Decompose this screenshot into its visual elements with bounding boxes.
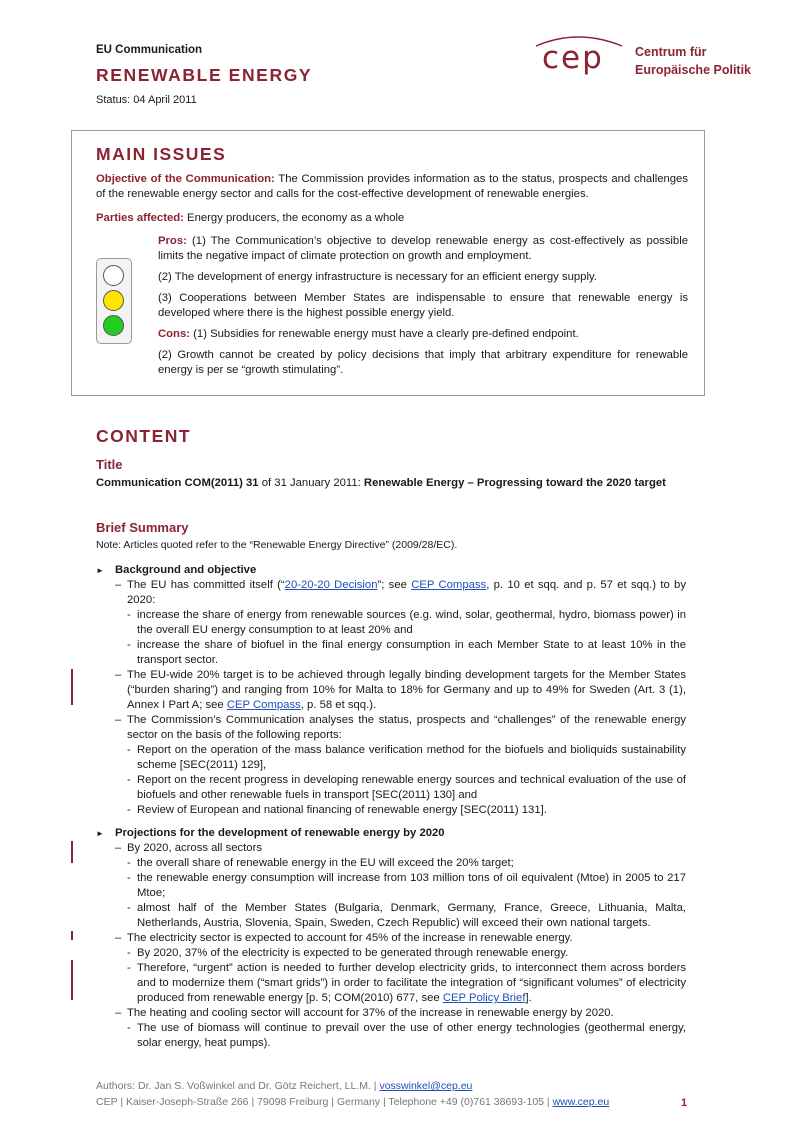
list-item: - almost half of the Member States (Bulgaria, Denmark, Germany, France, Greece, Lithuania, Malta, Netherlands, Austria, Slovenia, Spain, Sweden, Czech Republic) will exceed their own national targets. xyxy=(127,902,686,930)
website-link[interactable]: www.cep.eu xyxy=(552,1096,610,1108)
list-item: - Review of European and national financing of renewable energy [SEC(2011) 131]. xyxy=(127,804,547,817)
footer-address: CEP | Kaiser-Joseph-Straße 266 | 79098 Freiburg | Germany | Telephone +49 (0)761 38693-105 | www.cep.eu xyxy=(96,1096,610,1108)
list-item: – The heating and cooling sector will account for 37% of the increase in renewable energy by 2020. xyxy=(115,1007,614,1020)
document-title: RENEWABLE ENERGY xyxy=(96,65,313,85)
traffic-light-white-lamp xyxy=(103,265,124,286)
document-kicker: EU Communication xyxy=(96,44,203,56)
logo-name-line2: Europäische Politik xyxy=(635,63,752,77)
list-item: - Report on the operation of the mass balance verification method for the biofuels and bioliquids sustainability scheme [SEC(2011) 129], xyxy=(127,744,686,772)
list-item: - Report on the recent progress in developing renewable energy sources and technical evaluation of the use of biofuels and other renewable fuels in transport [SEC(2011) 130] and xyxy=(127,774,686,802)
section-projections xyxy=(96,826,686,1051)
main-issues-box xyxy=(71,130,705,396)
logo-name-line1: Centrum für xyxy=(635,45,707,59)
brief-summary xyxy=(96,563,686,1057)
list-item: – The electricity sector is expected to account for 45% of the increase in renewable energy. xyxy=(115,932,573,945)
pros-item-1: Pros: (1) The Communication’s objective to develop renewable energy as cost-effectively as possible limits the negative impact of climate protection on growth and employment. xyxy=(158,235,688,263)
author-email-link[interactable]: vosswinkel@cep.eu xyxy=(379,1080,473,1092)
cons-item-2: (2) Growth cannot be created by policy decisions that imply that arbitrary expenditure for renewable energy is per se “growth stimulating”. xyxy=(158,349,688,377)
list-item: - the renewable energy consumption will increase from 103 million tons of oil equivalent (Mtoe) in 2005 to 217 Mtoe; xyxy=(127,872,686,900)
list-item: - The use of biomass will continue to prevail over the use of other energy technologies (geothermal energy, solar energy, heat pumps). xyxy=(127,1022,686,1050)
traffic-light-green-lamp xyxy=(103,315,124,336)
logo-wordmark: cep xyxy=(542,40,604,76)
link-20-20-20-decision[interactable]: 20-20-20 Decision xyxy=(284,579,378,592)
pros-cons xyxy=(158,234,688,384)
parties-label: Parties affected: xyxy=(96,212,184,224)
page-number: 1 xyxy=(681,1097,688,1109)
change-bar xyxy=(71,960,73,1000)
list-item: - Therefore, “urgent” action is needed to further develop electricity grids, to interconnect them across borders and to modernize them (“smart grids”) in order to facilitate the integration of “significant volumes” of electricity produced from renewable energy [p. 5; COM(2010) 677, see CEP Policy Brief]. xyxy=(127,962,686,1005)
section-heading: ► Background and objective xyxy=(96,563,686,578)
traffic-light-icon xyxy=(96,258,132,344)
list-item: - increase the share of biofuel in the final energy consumption in each Member State to at least 10% in the transport sector. xyxy=(127,639,686,667)
change-bar xyxy=(71,931,73,940)
title-subheading: Title xyxy=(96,457,123,472)
document-status: Status: 04 April 2011 xyxy=(96,94,197,106)
list-item: – The EU-wide 20% target is to be achieved through legally binding development targets for the Member States (“burden sharing”) and ranging from 10% for Malta to 18% for Germany and up to 49% for Sweden (Art. 3 (1), Annex I Part A; see CEP Compass, p. 58 et sqq.). xyxy=(115,669,686,712)
list-item: – By 2020, across all sectors xyxy=(115,842,262,855)
main-issues-heading: MAIN ISSUES xyxy=(96,144,227,164)
pros-item-3: (3) Cooperations between Member States are indispensable to ensure that renewable energy is developed where there is the highest possible energy yield. xyxy=(158,292,688,320)
parties-paragraph xyxy=(96,211,688,226)
pros-item-2: (2) The development of energy infrastructure is necessary for an efficient energy supply. xyxy=(158,271,597,284)
parties-text: Energy producers, the economy as a whole xyxy=(183,212,405,224)
list-item: – The EU has committed itself (“20-20-20 Decision”; see CEP Compass, p. 10 et sqq. and p. 57 et sqq.) to by 2020: xyxy=(115,579,686,607)
section-heading: ► Projections for the development of renewable energy by 2020 xyxy=(96,826,686,841)
traffic-light-yellow-lamp xyxy=(103,290,124,311)
objective-label: Objective of the Communication: xyxy=(96,173,275,185)
change-bar xyxy=(71,841,73,863)
list-item: – The Commission’s Communication analyses the status, prospects and “challenges” of the renewable energy sector on the basis of the following reports: xyxy=(115,714,686,742)
content-heading: CONTENT xyxy=(96,426,192,446)
objective-text: The Commission provides information as to the status, prospects and challenges of the renewable energy sector and calls for the cost-effective development of renewable energies. xyxy=(96,173,688,201)
list-item: - increase the share of energy from renewable sources (e.g. wind, solar, geothermal, hydro, biomass power) in the overall EU energy consumption to at least 20% and xyxy=(127,609,686,637)
link-cep-compass[interactable]: CEP Compass xyxy=(226,699,301,712)
summary-note: Note: Articles quoted refer to the “Renewable Energy Directive” (2009/28/EC). xyxy=(96,539,458,551)
cons-label: Cons: xyxy=(158,328,191,341)
list-item: - the overall share of renewable energy in the EU will exceed the 20% target; xyxy=(127,857,514,870)
cep-logo xyxy=(530,32,770,84)
objective-paragraph xyxy=(96,172,688,202)
communication-title: Communication COM(2011) 31 of 31 January 2011: Renewable Energy – Progressing toward the 2020 target xyxy=(96,477,666,489)
link-cep-compass[interactable]: CEP Compass xyxy=(411,579,487,592)
pros-label: Pros: xyxy=(158,235,187,247)
list-item: - By 2020, 37% of the electricity is expected to be generated through renewable energy. xyxy=(127,947,569,960)
link-cep-policy-brief[interactable]: CEP Policy Brief xyxy=(442,992,526,1005)
footer-authors: Authors: Dr. Jan S. Voßwinkel and Dr. Götz Reichert, LL.M. | vosswinkel@cep.eu xyxy=(96,1080,473,1092)
cons-item-1: Cons: (1) Subsidies for renewable energy must have a clearly pre-defined endpoint. xyxy=(158,328,579,341)
change-bar xyxy=(71,669,73,705)
brief-summary-subheading: Brief Summary xyxy=(96,520,189,535)
section-background xyxy=(96,563,686,818)
